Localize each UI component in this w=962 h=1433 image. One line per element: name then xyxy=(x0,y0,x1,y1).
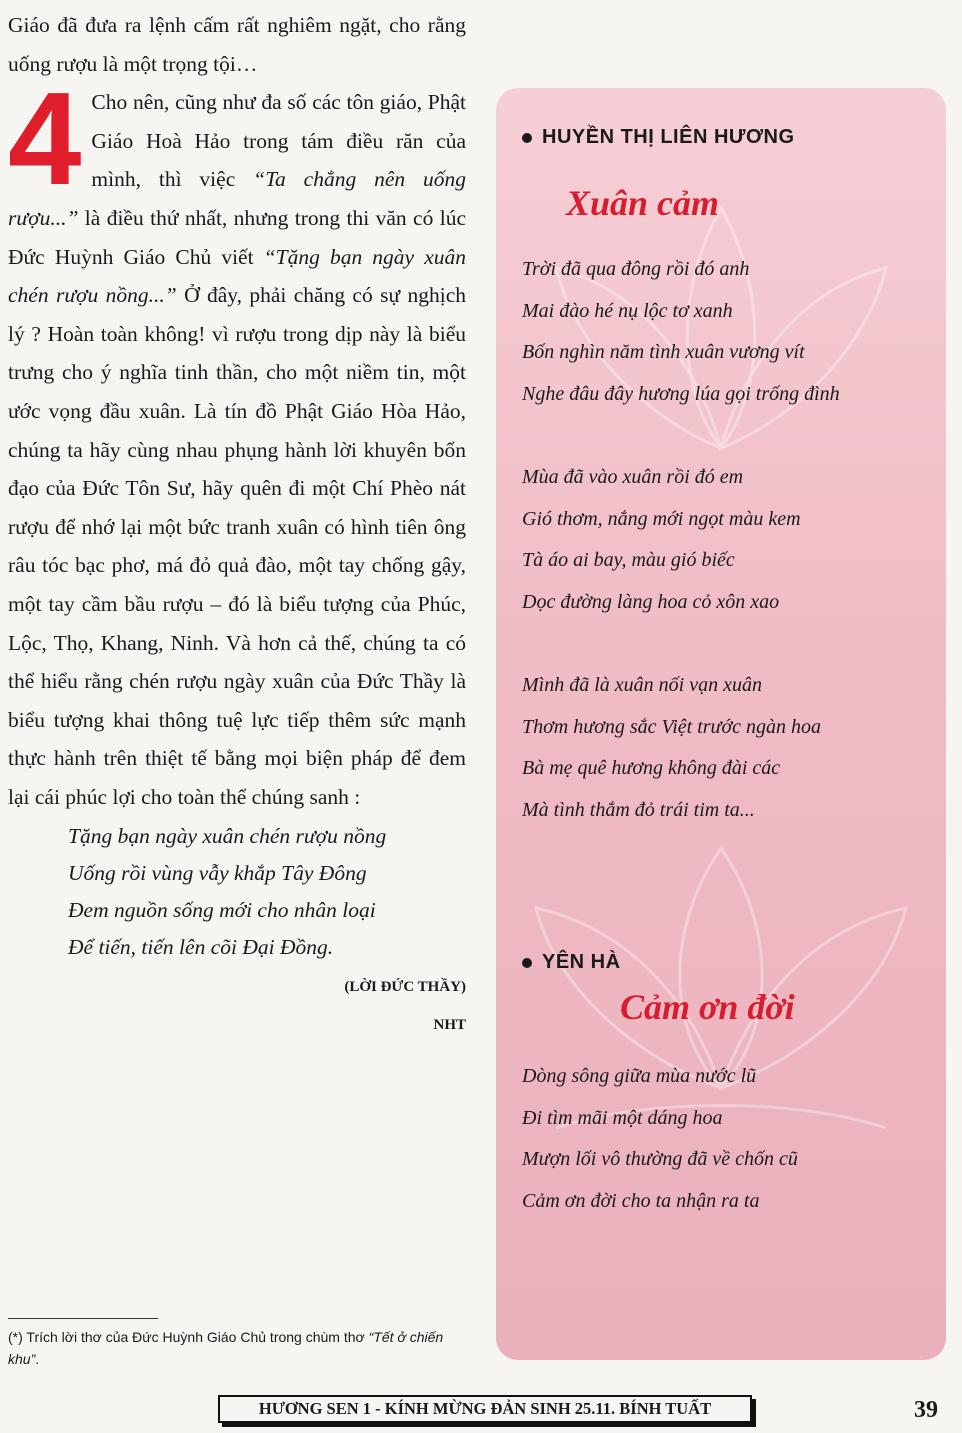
poem-stanza-gap xyxy=(522,623,840,665)
paragraph-quote-b: “Tặng bạn ngày xuân chén rượu nồng...” xyxy=(8,244,466,308)
poem-line: Gió thơm, nắng mới ngọt màu kem xyxy=(522,507,801,530)
article-column xyxy=(8,6,466,1042)
drop-cap: 4 xyxy=(8,65,82,213)
poem-line: Tà áo ai bay, màu gió biếc xyxy=(522,549,735,572)
poem-line: Dòng sông giữa mùa nước lũ xyxy=(522,1065,757,1087)
poem-line: Trời đã qua đông rồi đó anh xyxy=(522,258,750,280)
footer-banner: HƯƠNG SEN 1 - KÍNH MỪNG ĐẢN SINH 25.11. BÍNH TUẤT xyxy=(218,1395,752,1423)
verse-line: Đem nguồn sống mới cho nhân loại xyxy=(68,898,376,923)
verse-quote xyxy=(68,818,466,966)
poem1-author-name: HUYỀN THỊ LIÊN HƯƠNG xyxy=(542,126,795,148)
bullet-icon xyxy=(522,133,532,143)
poem-line: Nghe đâu đây hương lúa gọi trống đình xyxy=(522,382,840,405)
paragraph-text-c: Ở đây, phải chăng có sự nghịch lý ? Hoàn toàn không! vì rượu trong dịp này là biểu trưng cho ý nghĩa tinh thần, cho một niềm tin, một ước vọng đầu xuân. Là tín đồ Phật Giáo Hòa Hảo, chúng ta hãy cùng nhau phụng hành lời khuyên bổn đạo của Đức Tôn Sư, hãy quên đi một Chí Phèo nát rượu để nhớ lại một bức tranh xuân có hình tiên ông râu tóc bạc phơ, má đỏ quả đào, một tay chống gậy, một tay cầm bầu rượu – đó là biểu tượng của Phúc, Lộc, Thọ, Khang, Ninh. Và hơn cả thế, chúng ta có thể hiểu rằng chén rượu ngày xuân của Đức Thầy là biểu tượng khai thông tuệ lực tiếp thêm sức mạnh thực hành trên thiệt tế bằng mọi biện pháp để đem lại cái phúc lợi cho toàn thể chúng sanh : xyxy=(8,283,466,809)
poem2-title: Cảm ơn đời xyxy=(620,987,795,1027)
paragraph-text-a: Cho nên, cũng như đa số các tôn giáo, Phật Giáo Hoà Hảo trong tám điều răn của mình, thì việc xyxy=(91,90,466,192)
poem-line: Thơm hương sắc Việt trước ngàn hoa xyxy=(522,715,822,738)
page-number: 39 xyxy=(914,1397,938,1423)
poem-line: Cảm ơn đời cho ta nhận ra ta xyxy=(522,1189,760,1212)
footnote-divider xyxy=(8,1318,158,1319)
article-intro: Giáo đã đưa ra lệnh cấm rất nghiêm ngặt, cho rằng uống rượu là một trọng tội… xyxy=(8,13,466,76)
poem-line: Đi tìm mãi một dáng hoa xyxy=(522,1106,723,1129)
verse-line: Uống rồi vùng vẫy khắp Tây Đông xyxy=(68,861,367,886)
poem1-author xyxy=(522,126,795,149)
poem2-author-name: YÊN HÀ xyxy=(542,951,621,973)
poem-line: Mà tình thắm đỏ trái tim ta... xyxy=(522,798,755,821)
poem-line: Bốn nghìn năm tình xuân vương vít xyxy=(522,341,805,364)
paragraph-quote-a: “Ta chẳng nên uống rượu...” xyxy=(8,167,466,230)
poem-line: Mùa đã vào xuân rồi đó em xyxy=(522,465,744,488)
footnote-suffix: . xyxy=(35,1351,40,1367)
article-paragraph xyxy=(8,65,466,816)
poem-line: Mình đã là xuân nối vạn xuân xyxy=(522,673,762,696)
verse-line: Tặng bạn ngày xuân chén rượu nồng xyxy=(68,824,387,849)
paragraph-text-b: là điều thứ nhất, nhưng trong thi văn có lúc Đức Huỳnh Giáo Chủ viết xyxy=(8,205,466,269)
poem-line: Mượn lối vô thường đã về chốn cũ xyxy=(522,1148,798,1171)
poem-line: Bà mẹ quê hương không đài các xyxy=(522,757,781,780)
poem2-author xyxy=(522,951,621,974)
verse-line: Để tiến, tiến lên cõi Đại Đồng. xyxy=(68,935,334,960)
quote-attribution: (LỜI ĐỨC THẦY) xyxy=(344,979,466,996)
poem1-title: Xuân cảm xyxy=(566,183,720,223)
poem2-body xyxy=(522,1056,798,1222)
footnote-title: “Tết ở chiến khu” xyxy=(8,1329,444,1367)
poem-line: Mai đào hé nụ lộc tơ xanh xyxy=(522,299,733,322)
poem1-body xyxy=(522,249,840,831)
footnote xyxy=(8,1326,478,1370)
author-signature: NHT xyxy=(433,1017,466,1034)
footnote-prefix: (*) Trích lời thơ của Đức Huỳnh Giáo Chủ trong chùm thơ xyxy=(8,1329,369,1345)
poem-line: Dọc đường làng hoa cỏ xôn xao xyxy=(522,590,780,613)
poem-stanza-gap xyxy=(522,415,840,457)
bullet-icon xyxy=(522,958,532,968)
